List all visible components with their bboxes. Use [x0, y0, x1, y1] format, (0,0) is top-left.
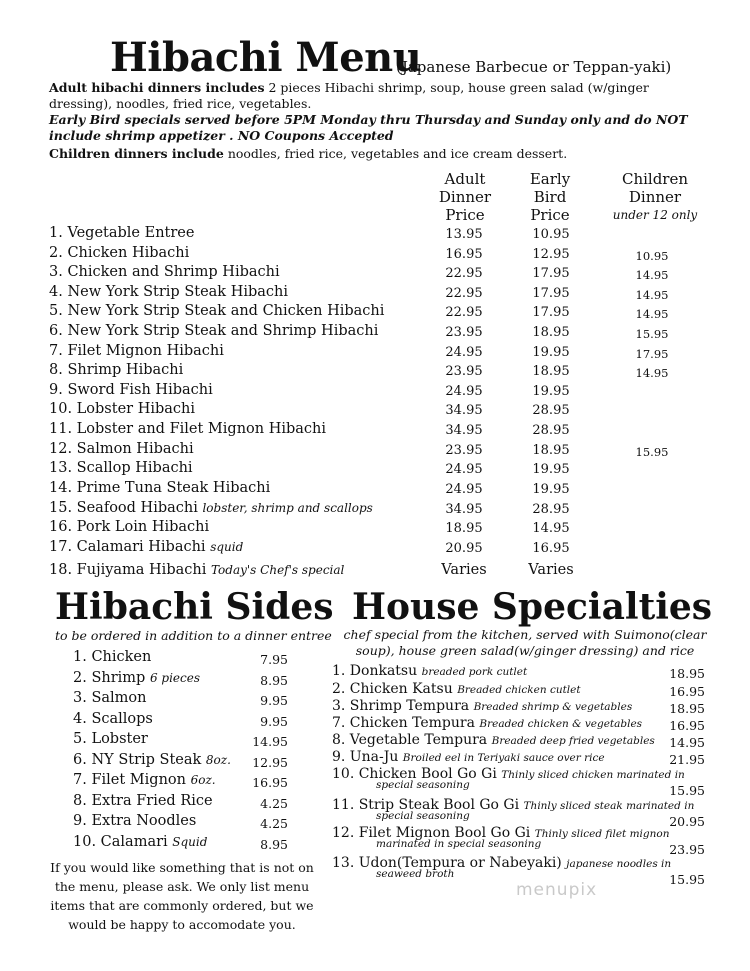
dinner-title: 12. Salmon Hibachi — [49, 441, 194, 457]
dinner-title: 8. Shrimp Hibachi — [49, 362, 184, 378]
adult-price: 22.95 — [445, 266, 483, 281]
specialties-title: House Specialties — [352, 586, 713, 628]
dinner-name — [49, 382, 213, 398]
side-name — [73, 649, 151, 665]
dinner-title: 18. Fujiyama Hibachi — [49, 562, 207, 578]
side-price: 4.25 — [260, 795, 288, 811]
adult-header-line: Dinner — [438, 188, 492, 206]
side-title: 7. Filet Mignon — [73, 772, 186, 788]
adult-header-line: Price — [445, 206, 485, 224]
side-name — [73, 711, 153, 727]
side-note: 8oz. — [205, 752, 231, 767]
specialty-price: 23.95 — [669, 842, 705, 857]
side-title: 4. Scallops — [73, 710, 153, 727]
dinner-row — [49, 343, 709, 363]
specialty-desc-cont: seaweed broth — [376, 868, 455, 880]
side-title: 2. Shrimp — [73, 669, 146, 686]
adult-price: Varies — [441, 562, 487, 578]
side-item — [73, 670, 288, 692]
specialty-desc: japanese noodles in — [566, 858, 672, 870]
early-bird-price: 18.95 — [532, 325, 570, 340]
side-note: 6oz. — [190, 773, 216, 787]
early-bird-price: 18.95 — [532, 443, 570, 458]
specialty-item — [332, 732, 705, 748]
adult-price: 20.95 — [445, 541, 483, 556]
adult-price: 34.95 — [445, 502, 483, 517]
specialty-item — [332, 797, 705, 829]
adult-price: 22.95 — [445, 286, 483, 301]
specialty-item — [332, 663, 705, 679]
specialty-desc: Breaded chicken & vegetables — [479, 718, 643, 730]
early-bird-price: 16.95 — [532, 541, 570, 556]
specialty-item — [332, 825, 705, 857]
specialty-title: 2. Chicken Katsu — [332, 681, 453, 697]
dinner-title: 13. Scallop Hibachi — [49, 460, 193, 476]
side-note: Squid — [172, 834, 208, 849]
specialty-price: 21.95 — [669, 752, 705, 767]
side-item — [73, 813, 288, 835]
side-price: 8.95 — [260, 672, 288, 688]
children-price: 17.95 — [635, 347, 669, 361]
specialty-price: 15.95 — [669, 783, 705, 798]
adult-price: 16.95 — [445, 247, 483, 262]
children-price: 14.95 — [635, 288, 669, 302]
adult-price: 13.95 — [445, 227, 483, 242]
specialty-desc: breaded pork cutlet — [421, 666, 528, 678]
specialty-price: 18.95 — [669, 701, 705, 716]
dinner-title: 1. Vegetable Entree — [49, 225, 195, 241]
adult-price: 24.95 — [445, 345, 483, 360]
dinner-name — [49, 500, 373, 516]
dinner-name — [49, 562, 344, 578]
early-bird-price: 12.95 — [532, 247, 570, 262]
early-bird-price: 19.95 — [532, 345, 570, 360]
side-price: 14.95 — [252, 734, 288, 749]
specialty-desc: Breaded chicken cutlet — [457, 684, 581, 696]
children-price: 14.95 — [635, 307, 669, 321]
dinner-title: 11. Lobster and Filet Mignon Hibachi — [49, 421, 327, 437]
sides-title: Hibachi Sides — [55, 586, 334, 628]
side-name — [73, 731, 148, 747]
dinner-row — [49, 245, 709, 265]
dinner-row — [49, 303, 709, 323]
specialty-price: 15.95 — [669, 872, 705, 887]
dinner-row — [49, 323, 709, 343]
side-note: 6 pieces — [149, 670, 200, 685]
adult-dinner-info-text: 2 pieces Hibachi shrimp, soup, house green salad (w/ginger dressing), noodles, fried rice, vegetables. — [49, 80, 649, 111]
side-title: 10. Calamari — [73, 833, 168, 850]
specialty-item — [332, 681, 705, 697]
specialty-name — [332, 681, 705, 697]
dinner-title: 6. New York Strip Steak and Shrimp Hibachi — [49, 323, 379, 339]
side-item — [73, 834, 288, 856]
specialty-desc-cont: special seasoning — [376, 810, 470, 822]
side-title: 3. Salmon — [73, 690, 147, 706]
specialty-price: 20.95 — [669, 814, 705, 829]
specialty-title: 8. Vegetable Tempura — [332, 732, 488, 748]
side-name — [73, 752, 231, 768]
side-price: 7.95 — [260, 652, 288, 667]
dinner-title: 9. Sword Fish Hibachi — [49, 382, 213, 398]
adult-price: 23.95 — [445, 325, 483, 340]
side-item — [73, 690, 288, 712]
page-title: Hibachi Menu — [110, 34, 422, 81]
specialties-subtitle: chef special from the kitchen, served with Suimono(clear soup), house green salad(w/ginger dressing) and rice — [343, 627, 707, 658]
dinner-name — [49, 225, 194, 241]
specialty-name — [332, 749, 705, 765]
early-bird-price: 14.95 — [532, 521, 570, 536]
specialty-title: 11. Strip Steak Bool Go Gi — [332, 797, 520, 813]
dinner-name — [49, 539, 243, 555]
dinner-row — [49, 225, 709, 245]
children-price: 14.95 — [635, 268, 669, 282]
children-price: 14.95 — [635, 366, 669, 380]
dinner-note: lobster, shrimp and scallops — [202, 501, 373, 515]
specialty-title: 10. Chicken Bool Go Gi — [332, 766, 497, 782]
dinner-title: 4. New York Strip Steak Hibachi — [49, 284, 289, 300]
dinner-title: 16. Pork Loin Hibachi — [49, 519, 210, 535]
adult-dinner-info — [49, 80, 689, 112]
side-name — [73, 772, 216, 788]
early-bird-price: 17.95 — [532, 305, 570, 320]
early-bird-price: 18.95 — [532, 364, 570, 379]
early-header-line: Early — [529, 170, 571, 188]
dinner-note: Today's Chef's special — [210, 563, 345, 577]
adult-price: 24.95 — [445, 384, 483, 399]
dinner-row — [49, 519, 709, 539]
early-bird-price: 19.95 — [532, 482, 570, 497]
early-bird-price: 19.95 — [532, 384, 570, 399]
dinner-row — [49, 284, 709, 304]
adult-price: 22.95 — [445, 305, 483, 320]
adult-price: 34.95 — [445, 403, 483, 418]
specialty-desc-cont: special seasoning — [376, 779, 470, 791]
side-title: 5. Lobster — [73, 731, 148, 747]
dinner-name — [49, 362, 183, 378]
early-bird-price: 28.95 — [532, 423, 570, 438]
dinner-row — [49, 539, 709, 559]
side-title: 9. Extra Noodles — [73, 813, 197, 829]
side-price: 9.95 — [260, 693, 288, 708]
early-header-line: Price — [530, 206, 570, 224]
children-price-header — [605, 170, 705, 224]
specialty-price: 14.95 — [669, 735, 705, 750]
specialty-title: 3. Shrimp Tempura — [332, 698, 470, 714]
dinner-name — [49, 303, 384, 319]
dinner-row — [49, 421, 709, 441]
specialty-item — [332, 766, 705, 798]
side-title: 8. Extra Fried Rice — [73, 792, 213, 809]
adult-price: 23.95 — [445, 364, 483, 379]
side-item — [73, 793, 288, 815]
dinner-title: 17. Calamari Hibachi — [49, 539, 206, 555]
children-price: 15.95 — [635, 327, 669, 341]
early-bird-price-header — [505, 170, 595, 224]
side-item — [73, 772, 288, 794]
early-bird-price: 17.95 — [532, 266, 570, 281]
dinner-name — [49, 519, 209, 535]
dinner-title: 14. Prime Tuna Steak Hibachi — [49, 480, 271, 496]
side-price: 8.95 — [260, 836, 288, 852]
specialty-name — [332, 715, 705, 731]
dinner-title: 5. New York Strip Steak and Chicken Hibachi — [49, 303, 385, 319]
children-header-line: Children — [621, 170, 689, 188]
dinner-name — [49, 441, 194, 457]
sides-subtitle: to be ordered in addition to a dinner entree — [55, 628, 332, 643]
dinner-name — [49, 421, 326, 437]
side-price: 9.95 — [260, 713, 288, 729]
specialty-desc: Broiled eel in Teriyaki sauce over rice — [402, 752, 605, 764]
specialty-name — [332, 732, 705, 748]
specialty-item — [332, 715, 705, 731]
early-bird-price: 19.95 — [532, 462, 570, 477]
adult-price: 23.95 — [445, 443, 483, 458]
dinner-row — [49, 362, 709, 382]
dinner-name — [49, 284, 288, 300]
specialty-desc: Breaded deep fried vegetables — [491, 735, 655, 747]
dinner-note: squid — [210, 540, 244, 554]
dinner-name — [49, 480, 270, 496]
specialty-title: 12. Filet Mignon Bool Go Gi — [332, 825, 531, 841]
side-item — [73, 752, 288, 774]
side-price: 12.95 — [252, 754, 288, 770]
adult-price: 18.95 — [445, 521, 483, 536]
side-item — [73, 731, 288, 753]
children-dinner-info-text: noodles, fried rice, vegetables and ice cream dessert. — [227, 146, 568, 161]
adult-price: 24.95 — [445, 462, 483, 477]
dinner-name — [49, 264, 280, 280]
side-name — [73, 813, 196, 829]
specialty-title: 13. Udon(Tempura or Nabeyaki) — [332, 855, 562, 871]
children-age-note: under 12 only — [612, 208, 698, 222]
dinner-name — [49, 343, 224, 359]
early-bird-price: 28.95 — [532, 502, 570, 517]
side-name — [73, 670, 200, 686]
children-header-line: Dinner — [628, 188, 682, 206]
adult-dinner-info-label: Adult hibachi dinners includes — [49, 80, 265, 95]
dinner-row — [49, 480, 709, 500]
specialty-desc: Thinly sliced filet mignon — [534, 828, 670, 840]
side-name — [73, 793, 213, 809]
children-price: 15.95 — [635, 445, 669, 459]
dinner-row — [49, 562, 709, 582]
early-bird-info: Early Bird specials served before 5PM Monday thru Thursday and Sunday only and do NOT include shrimp appetizer . NO Coupons Accepted — [49, 112, 688, 143]
dinner-name — [49, 323, 378, 339]
page-subtitle: (Japanese Barbecue or Teppan-yaki) — [396, 58, 672, 76]
specialty-price: 16.95 — [669, 684, 705, 699]
specialty-title: 7. Chicken Tempura — [332, 715, 475, 731]
specialty-title: 1. Donkatsu — [332, 663, 418, 679]
side-title: 1. Chicken — [73, 649, 152, 665]
dinner-name — [49, 401, 195, 417]
early-bird-price: 28.95 — [532, 403, 570, 418]
specialty-desc: Thinly sliced chicken marinated in — [501, 769, 685, 781]
special-request-note: If you would like something that is not on the menu, please ask. We only list menu items that are commonly ordered, but we would be happy to accomodate you. — [50, 860, 314, 932]
specialty-desc: Thinly sliced steak marinated in — [523, 800, 695, 812]
specialty-name — [332, 698, 705, 714]
dinner-row — [49, 401, 709, 421]
children-dinner-info — [49, 146, 699, 162]
side-name — [73, 834, 207, 850]
side-item — [73, 649, 288, 671]
side-item — [73, 711, 288, 733]
dinner-row — [49, 500, 709, 520]
side-price: 16.95 — [252, 775, 288, 790]
watermark-logo: menupix — [516, 880, 598, 900]
side-price: 4.25 — [260, 816, 288, 831]
children-dinner-info-label: Children dinners include — [49, 146, 224, 161]
specialty-title: 9. Una-Ju — [332, 749, 399, 765]
dinner-title: 10. Lobster Hibachi — [49, 401, 196, 417]
adult-price: 24.95 — [445, 482, 483, 497]
dinner-name — [49, 460, 193, 476]
adult-header-line: Adult — [444, 170, 486, 188]
specialty-desc-cont: marinated in special seasoning — [376, 838, 542, 850]
early-bird-price: 10.95 — [532, 227, 570, 242]
specialty-item — [332, 855, 705, 887]
side-title: 6. NY Strip Steak — [73, 751, 202, 768]
children-price: 10.95 — [635, 249, 669, 263]
early-header-line: Bird — [533, 188, 567, 206]
early-bird-price: 17.95 — [532, 286, 570, 301]
dinner-row — [49, 441, 709, 461]
specialty-name — [332, 663, 705, 679]
dinner-row — [49, 382, 709, 402]
dinner-title: 7. Filet Mignon Hibachi — [49, 343, 224, 359]
adult-price-header — [420, 170, 510, 224]
early-bird-price: Varies — [528, 562, 574, 578]
dinner-title: 2. Chicken Hibachi — [49, 245, 190, 261]
dinner-name — [49, 245, 189, 261]
specialty-item — [332, 698, 705, 714]
specialty-desc: Breaded shrimp & vegetables — [473, 701, 633, 713]
specialty-price: 18.95 — [669, 666, 705, 681]
dinner-row — [49, 264, 709, 284]
dinner-title: 15. Seafood Hibachi — [49, 500, 198, 516]
specialty-price: 16.95 — [669, 718, 705, 733]
adult-price: 34.95 — [445, 423, 483, 438]
side-name — [73, 690, 146, 706]
dinner-title: 3. Chicken and Shrimp Hibachi — [49, 264, 280, 280]
dinner-row — [49, 460, 709, 480]
specialty-item — [332, 749, 705, 765]
